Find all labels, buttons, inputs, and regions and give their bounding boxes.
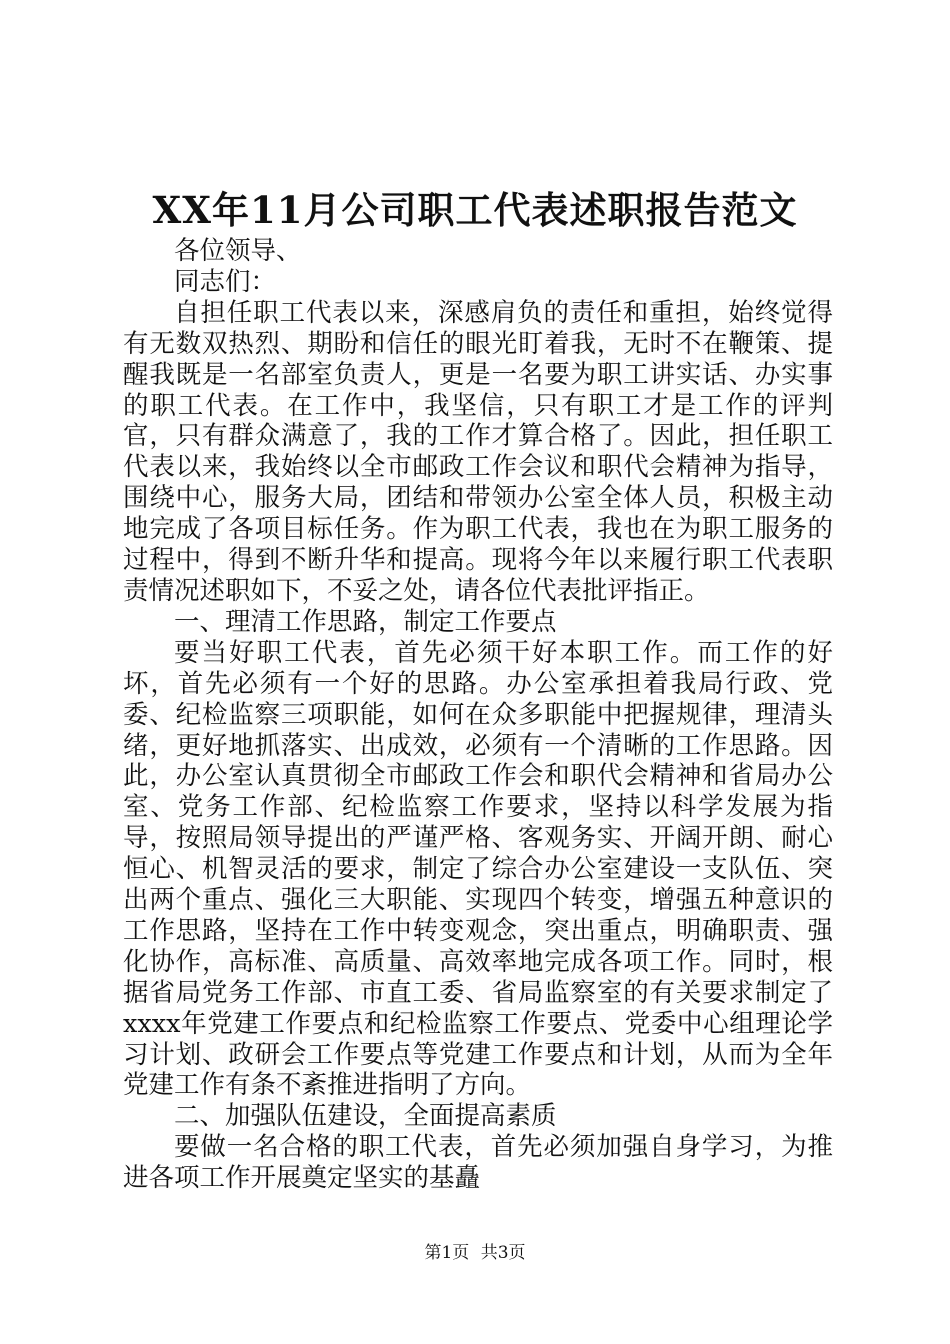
body-paragraph: 要当好职工代表，首先必须干好本职工作。而工作的好坏，首先必须有一个好的思路。办公室承担着我局行政、党委、纪检监察三项职能，如何在众多职能中把握规律，理清头绪，更好地抓落实、出成效，必须有一个清晰的工作思路。因此，办公室认真贯彻全市邮政工作会和职代会精神和省局办公室、党务工作部、纪检监察工作要求，坚持以科学发展为指导，按照局领导提出的严谨严格、客观务实、开阔开朗、耐心恒心、机智灵活的要求，制定了综合办公室建设一支队伍、突出两个重点、强化三大职能、实现四个转变，增强五种意识的工作思路，坚持在工作中转变观念，突出重点，明确职责、强化协作，高标准、高质量、高效率地完成各项工作。同时，根据省局党务工作部、市直工委、省局监察室的有关要求制定了xxxx年党建工作要点和纪检监察工作要点、党委中心组理论学习计划、政研会工作要点等党建工作要点和计划，从而为全年党建工作有条不紊推进指明了方向。	[123, 637, 833, 1101]
section-heading: 二、加强队伍建设，全面提高素质	[174, 1101, 557, 1132]
section-heading: 一、理清工作思路，制定工作要点	[174, 606, 557, 637]
page-footer	[0, 1242, 950, 1264]
page-total: 共3页	[480, 1243, 526, 1263]
body-paragraph: 要做一名合格的职工代表，首先必须加强自身学习，为推进各项工作开展奠定坚实的基矗	[123, 1132, 833, 1194]
document-body	[123, 236, 833, 1194]
body-paragraph: 自担任职工代表以来，深感肩负的责任和重担，始终觉得有无数双热烈、期盼和信任的眼光盯着我，无时不在鞭策、提醒我既是一名部室负责人，更是一名要为职工讲实话、办实事的职工代表。在工作中，我坚信，只有职工才是工作的评判官，只有群众满意了，我的工作才算合格了。因此，担任职工代表以来，我始终以全市邮政工作会议和职代会精神为指导，围绕中心，服务大局，团结和带领办公室全体人员，积极主动地完成了各项目标任务。作为职工代表，我也在为职工服务的过程中，得到不断升华和提高。现将今年以来履行职工代表职责情况述职如下，不妥之处，请各位代表批评指正。	[123, 297, 833, 606]
page-title: XX年11月公司职工代表述职报告范文	[152, 188, 798, 232]
salutation-line: 同志们：	[174, 266, 277, 297]
page-number: 第1页	[424, 1243, 470, 1263]
salutation-line: 各位领导、	[174, 236, 302, 266]
